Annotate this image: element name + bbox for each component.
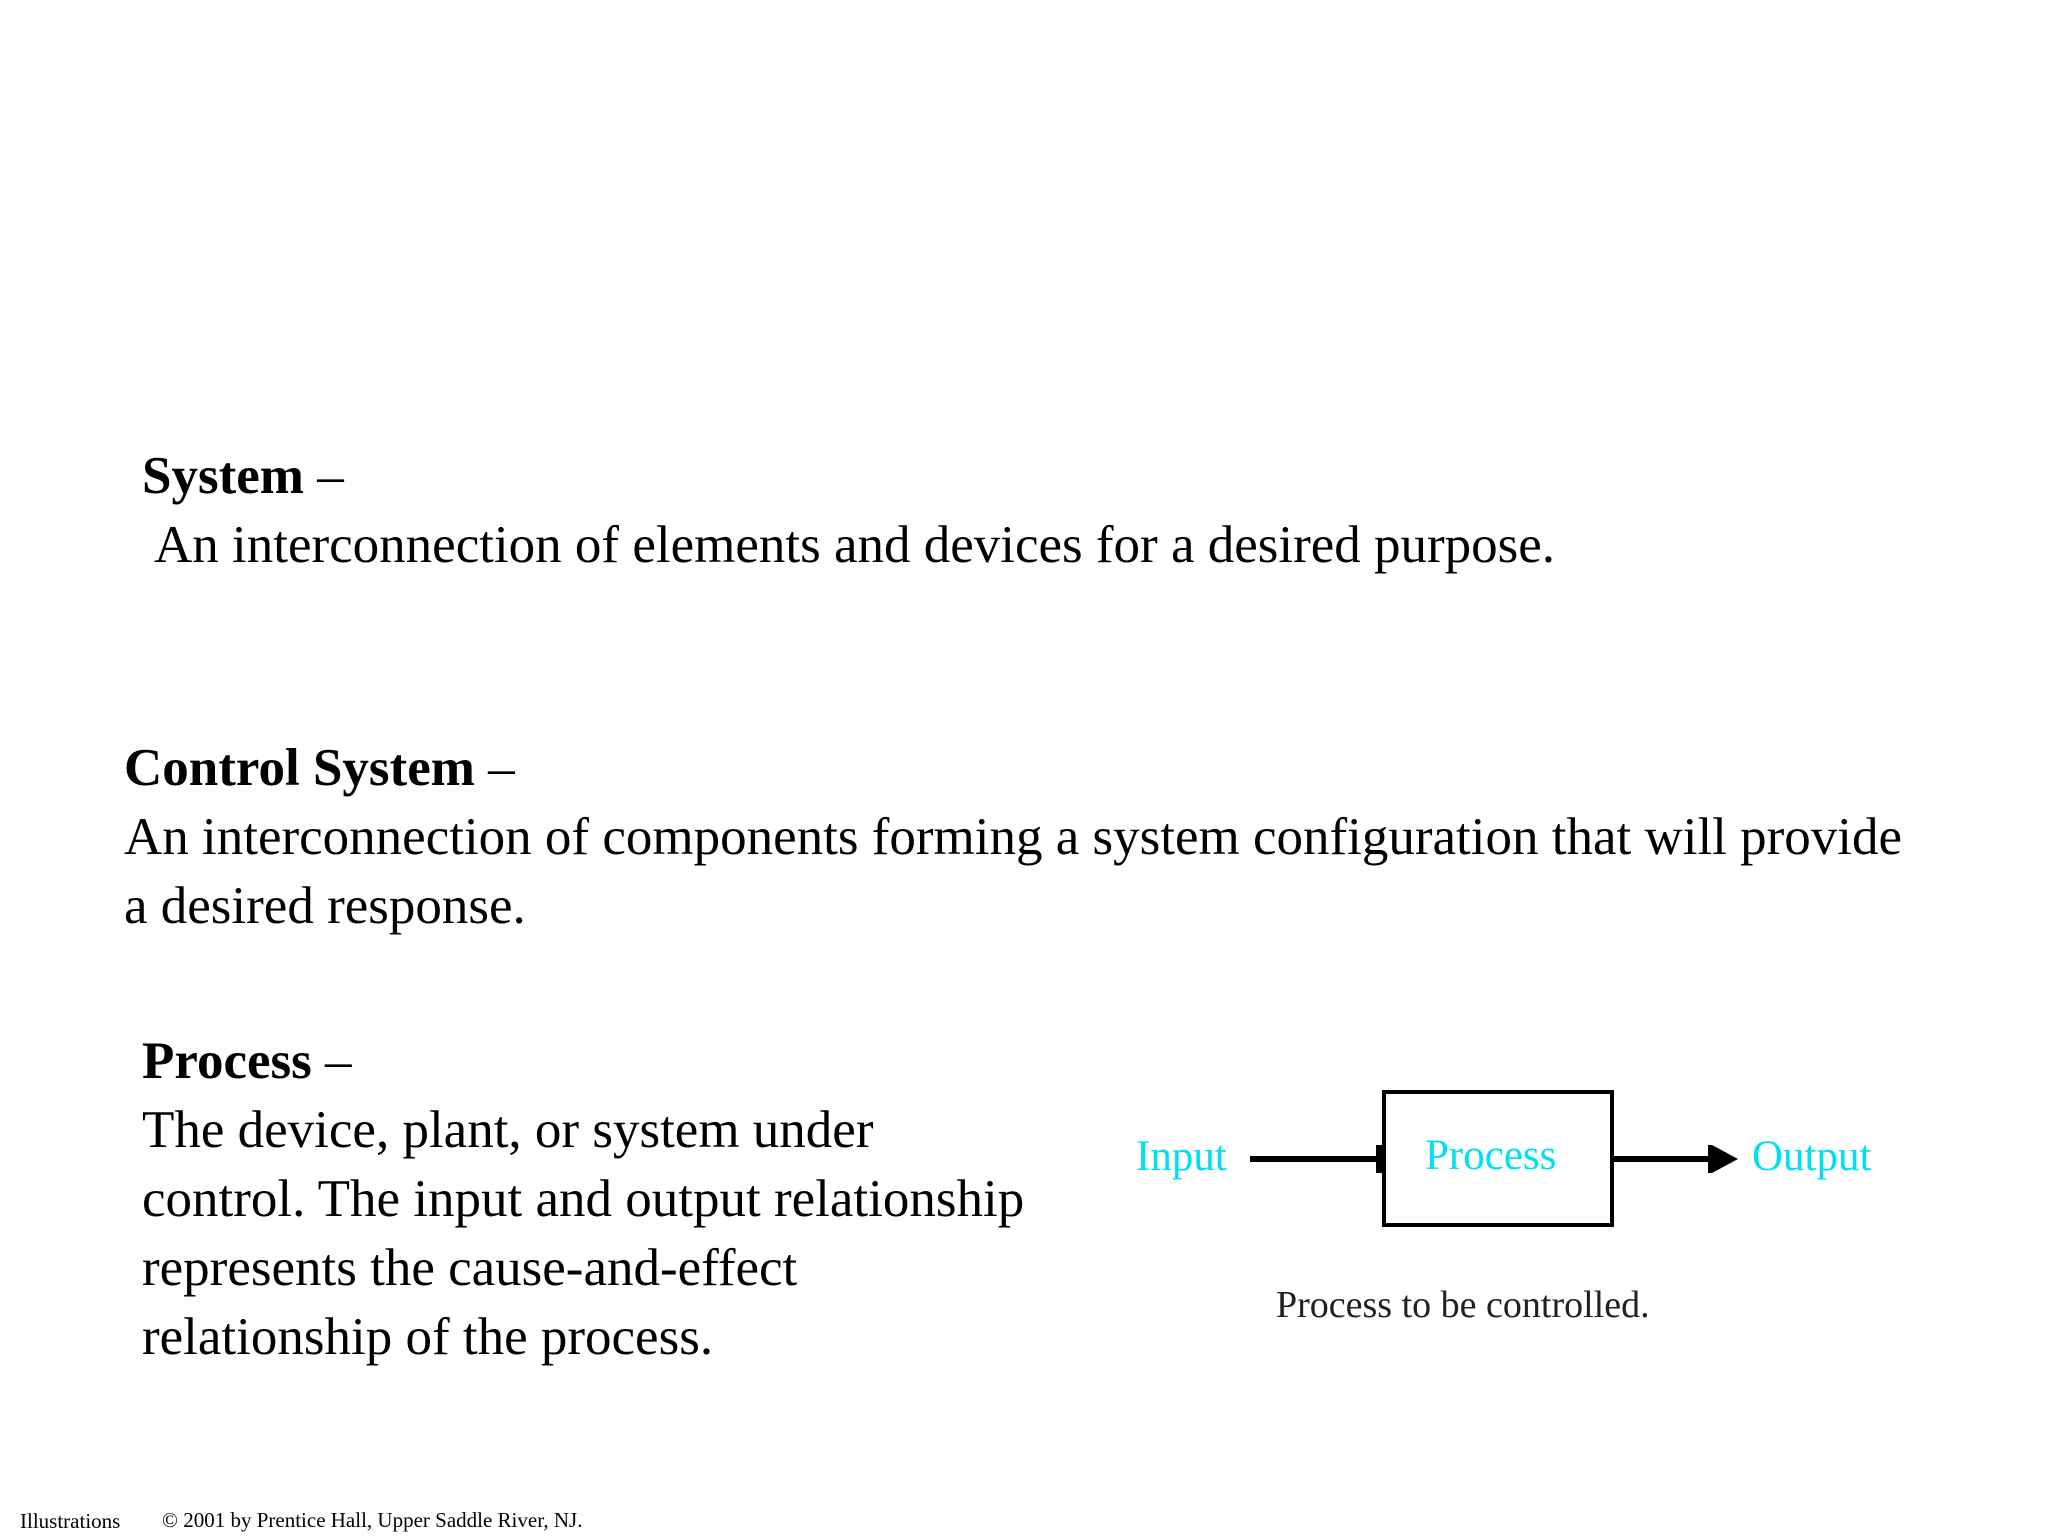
input-label: Input [1136, 1133, 1227, 1180]
diagram-caption: Process to be controlled. [1276, 1284, 1650, 1326]
process-block-diagram [1120, 1075, 1920, 1345]
footer-copyright: © 2001 by Prentice Hall, Upper Saddle River, NJ. [162, 1508, 583, 1532]
definition-text-process: The device, plant, or system under control. The input and output relationship represents the cause-and-effect relationship of the process. [142, 1101, 1025, 1366]
output-arrowhead [1708, 1145, 1738, 1173]
definition-heading [142, 1027, 1042, 1096]
footer-label: Illustrations [20, 1509, 121, 1533]
definition-process [142, 1027, 1042, 1372]
definition-system [142, 442, 1555, 580]
definition-text-control-system: An interconnection of components forming a system configuration that will provide a desired response. [124, 808, 1903, 935]
term-dash: – [311, 1032, 352, 1090]
term-system: System [142, 447, 304, 505]
term-process: Process [142, 1032, 312, 1090]
definition-heading [124, 734, 1924, 803]
definition-heading [142, 442, 1555, 511]
definition-text-system: An interconnection of elements and devices for a desired purpose. [154, 516, 1556, 574]
term-control-system: Control System [124, 739, 475, 797]
term-dash: – [474, 739, 515, 797]
definition-control-system [124, 734, 1924, 941]
term-dash: – [303, 447, 344, 505]
process-block-label: Process [1425, 1132, 1557, 1179]
output-label: Output [1752, 1133, 1872, 1180]
